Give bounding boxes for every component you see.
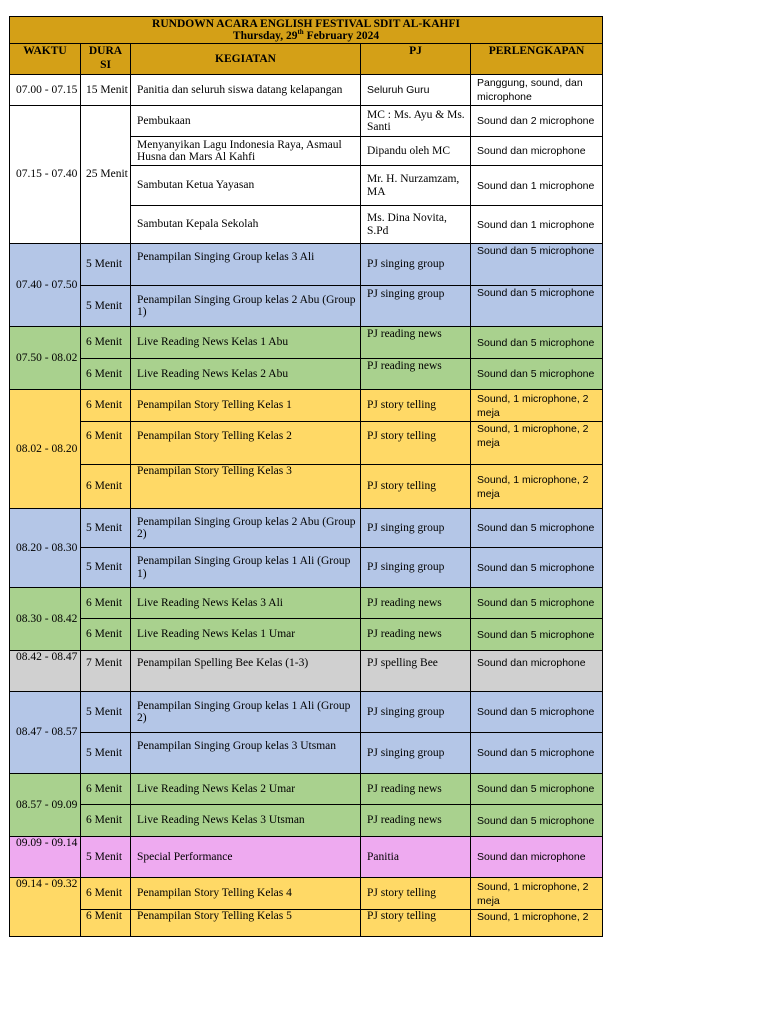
kegiatan-cell: Menyanyikan Lagu Indonesia Raya, Asmaul Husna dan Mars Al Kahfi [131,137,361,166]
perlengkapan-cell: Sound dan 5 microphone [471,548,603,588]
kegiatan-cell: Penampilan Singing Group kelas 3 Ali [131,244,361,286]
table-row [10,878,603,910]
waktu-cell: 09.14 - 09.32 [10,878,81,937]
pj-cell: PJ singing group [361,244,471,286]
kegiatan-cell: Sambutan Ketua Yayasan [131,166,361,206]
kegiatan-cell: Pembukaan [131,106,361,137]
kegiatan-cell: Penampilan Spelling Bee Kelas (1-3) [131,651,361,692]
waktu-cell: 08.20 - 08.30 [10,509,81,588]
waktu-cell: 07.15 - 07.40 [10,106,81,244]
table-row [10,774,603,805]
waktu-cell: 07.00 - 07.15 [10,75,81,106]
durasi-cell: 5 Menit [81,548,131,588]
durasi-cell: 5 Menit [81,244,131,286]
pj-cell: PJ singing group [361,509,471,548]
durasi-cell: 25 Menit [81,106,131,244]
header-durasi: DURA SI [81,44,131,75]
table-row [10,837,603,878]
table-row [10,805,603,837]
perlengkapan-cell: Sound dan 5 microphone [471,588,603,619]
kegiatan-cell: Penampilan Singing Group kelas 2 Abu (Group 1) [131,286,361,327]
pj-cell: PJ reading news [361,588,471,619]
kegiatan-cell: Live Reading News Kelas 1 Umar [131,619,361,651]
pj-cell: Ms. Dina Novita, S.Pd [361,206,471,244]
durasi-cell: 6 Menit [81,465,131,509]
table-row [10,359,603,390]
perlengkapan-cell: Sound, 1 microphone, 2 meja [471,465,603,509]
durasi-cell: 6 Menit [81,805,131,837]
header-row [10,44,603,75]
perlengkapan-cell: Sound, 1 microphone, 2 meja [471,390,603,422]
perlengkapan-cell: Sound dan 5 microphone [471,509,603,548]
header-perlengkapan: PERLENGKAPAN [471,44,603,75]
pj-cell: Dipandu oleh MC [361,137,471,166]
waktu-cell: 07.50 - 08.02 [10,327,81,390]
kegiatan-cell: Sambutan Kepala Sekolah [131,206,361,244]
waktu-cell: 09.09 - 09.14 [10,837,81,878]
pj-cell: PJ reading news [361,359,471,390]
kegiatan-cell: Live Reading News Kelas 3 Ali [131,588,361,619]
table-row [10,244,603,286]
document-title-cell [10,17,603,44]
perlengkapan-cell: Sound dan 5 microphone [471,619,603,651]
durasi-cell: 15 Menit [81,75,131,106]
pj-cell: PJ singing group [361,733,471,774]
pj-cell: PJ reading news [361,805,471,837]
durasi-cell: 7 Menit [81,651,131,692]
perlengkapan-cell: Sound dan 5 microphone [471,692,603,733]
durasi-cell: 6 Menit [81,619,131,651]
pj-cell: PJ story telling [361,422,471,465]
kegiatan-cell: Penampilan Story Telling Kelas 1 [131,390,361,422]
durasi-cell: 5 Menit [81,837,131,878]
kegiatan-cell: Penampilan Singing Group kelas 1 Ali (Group 1) [131,548,361,588]
waktu-cell: 08.57 - 09.09 [10,774,81,837]
table-row [10,588,603,619]
waktu-cell: 08.47 - 08.57 [10,692,81,774]
table-row [10,509,603,548]
perlengkapan-cell: Panggung, sound, dan microphone [471,75,603,106]
kegiatan-cell: Penampilan Story Telling Kelas 4 [131,878,361,910]
waktu-cell: 08.30 - 08.42 [10,588,81,651]
perlengkapan-cell: Sound dan 1 microphone [471,166,603,206]
durasi-cell: 6 Menit [81,359,131,390]
kegiatan-cell: Penampilan Singing Group kelas 2 Abu (Group 2) [131,509,361,548]
table-row [10,910,603,937]
kegiatan-cell: Penampilan Singing Group kelas 1 Ali (Group 2) [131,692,361,733]
perlengkapan-cell: Sound dan microphone [471,137,603,166]
perlengkapan-cell: Sound, 1 microphone, 2 meja [471,422,603,465]
title-row [10,17,603,44]
kegiatan-cell: Penampilan Story Telling Kelas 2 [131,422,361,465]
table-row [10,286,603,327]
pj-cell: Panitia [361,837,471,878]
table-row [10,619,603,651]
perlengkapan-cell: Sound dan 5 microphone [471,805,603,837]
pj-cell: PJ reading news [361,619,471,651]
kegiatan-cell: Penampilan Story Telling Kelas 3 [131,465,361,509]
rundown-document [9,16,602,937]
kegiatan-cell: Penampilan Singing Group kelas 3 Utsman [131,733,361,774]
perlengkapan-cell: Sound dan 5 microphone [471,244,603,286]
durasi-cell: 6 Menit [81,588,131,619]
pj-cell: PJ story telling [361,878,471,910]
table-row [10,548,603,588]
perlengkapan-cell: Sound, 1 microphone, 2 meja [471,878,603,910]
kegiatan-cell: Live Reading News Kelas 2 Abu [131,359,361,390]
pj-cell: PJ story telling [361,465,471,509]
header-waktu: WAKTU [10,44,81,75]
pj-cell: PJ singing group [361,692,471,733]
table-row [10,75,603,106]
durasi-cell: 6 Menit [81,774,131,805]
pj-cell: PJ singing group [361,286,471,327]
durasi-cell: 5 Menit [81,509,131,548]
kegiatan-cell: Panitia dan seluruh siswa datang kelapangan [131,75,361,106]
table-row [10,327,603,359]
waktu-cell: 08.42 - 08.47 [10,651,81,692]
table-row [10,422,603,465]
pj-cell: PJ singing group [361,548,471,588]
kegiatan-cell: Special Performance [131,837,361,878]
perlengkapan-cell: Sound dan 5 microphone [471,327,603,359]
perlengkapan-cell: Sound dan 1 microphone [471,206,603,244]
header-kegiatan: KEGIATAN [131,44,361,75]
pj-cell: MC : Ms. Ayu & Ms. Santi [361,106,471,137]
durasi-cell: 5 Menit [81,692,131,733]
pj-cell: PJ reading news [361,774,471,805]
perlengkapan-cell: Sound dan microphone [471,837,603,878]
table-row [10,390,603,422]
durasi-cell: 6 Menit [81,390,131,422]
kegiatan-cell: Live Reading News Kelas 3 Utsman [131,805,361,837]
pj-cell: PJ story telling [361,390,471,422]
perlengkapan-cell: Sound dan 2 microphone [471,106,603,137]
header-pj: PJ [361,44,471,75]
pj-cell: PJ reading news [361,327,471,359]
perlengkapan-cell: Sound dan 5 microphone [471,733,603,774]
document-title: RUNDOWN ACARA ENGLISH FESTIVAL SDIT AL-KAHFI [152,18,460,30]
durasi-cell: 5 Menit [81,286,131,327]
perlengkapan-cell: Sound dan 5 microphone [471,359,603,390]
pj-cell: Mr. H. Nurzamzam, MA [361,166,471,206]
table-row [10,651,603,692]
durasi-cell: 6 Menit [81,327,131,359]
durasi-cell: 6 Menit [81,422,131,465]
kegiatan-cell: Live Reading News Kelas 2 Umar [131,774,361,805]
durasi-cell: 6 Menit [81,910,131,937]
table-row [10,465,603,509]
pj-cell: Seluruh Guru [361,75,471,106]
waktu-cell: 07.40 - 07.50 [10,244,81,327]
table-row [10,106,603,137]
rundown-table [9,16,603,937]
table-row [10,733,603,774]
perlengkapan-cell: Sound dan 5 microphone [471,774,603,805]
document-date: Thursday, 29th February 2024 [232,28,380,42]
durasi-cell: 5 Menit [81,733,131,774]
durasi-cell: 6 Menit [81,878,131,910]
perlengkapan-cell: Sound dan 5 microphone [471,286,603,327]
kegiatan-cell: Penampilan Story Telling Kelas 5 [131,910,361,937]
waktu-cell: 08.02 - 08.20 [10,390,81,509]
perlengkapan-cell: Sound dan microphone [471,651,603,692]
kegiatan-cell: Live Reading News Kelas 1 Abu [131,327,361,359]
perlengkapan-cell: Sound, 1 microphone, 2 [471,910,603,937]
table-row [10,692,603,733]
pj-cell: PJ story telling [361,910,471,937]
pj-cell: PJ spelling Bee [361,651,471,692]
